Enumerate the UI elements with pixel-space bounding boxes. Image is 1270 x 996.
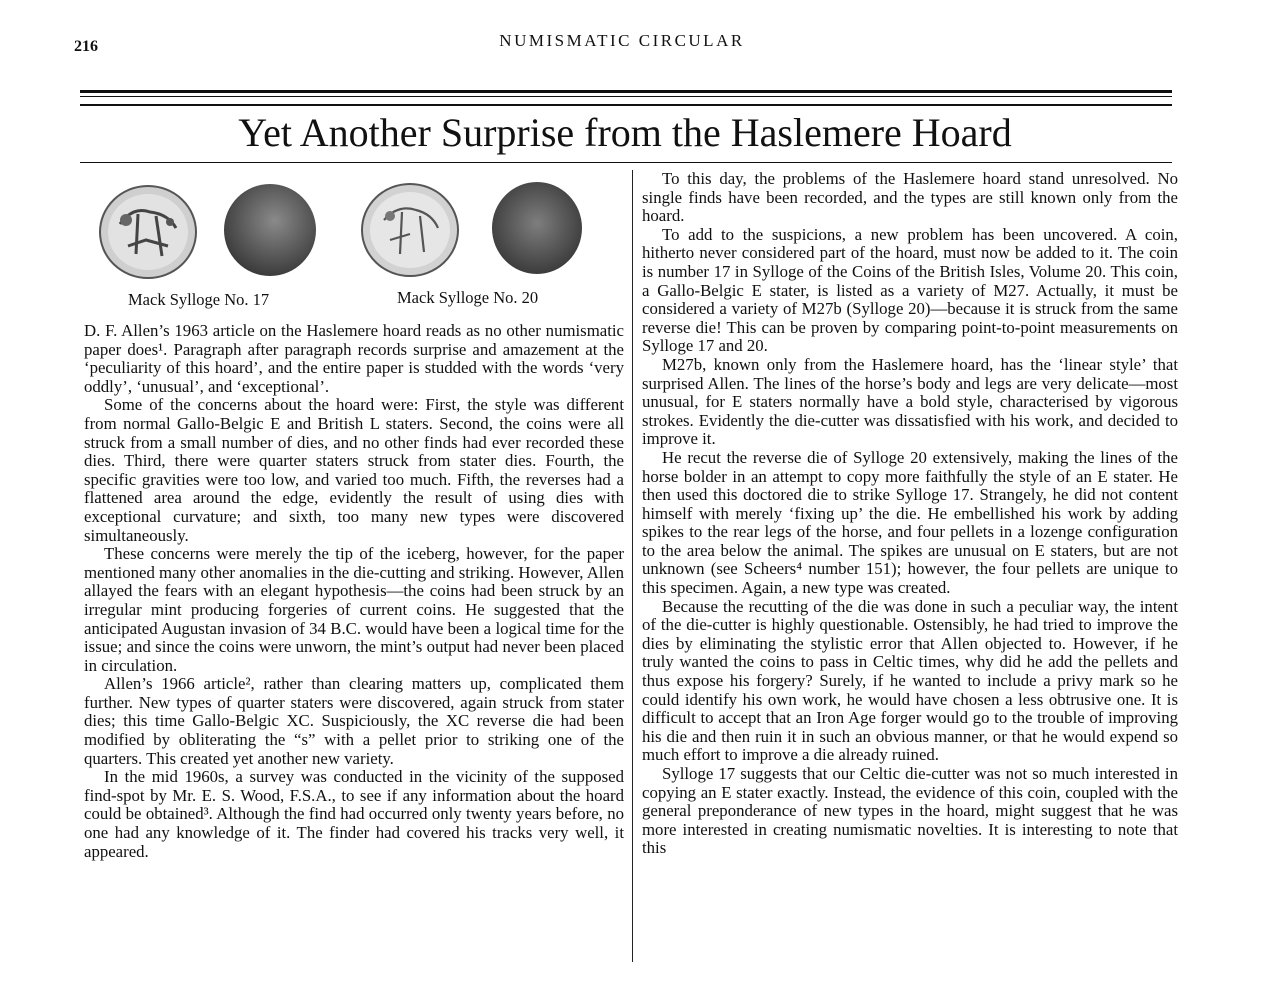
paragraph: Allen’s 1966 article², rather than clearing matters up, complicated them further. New types of quarter staters were discovered, again struck from stater dies; this time Gallo-Belgic XC. Suspiciously, the XC reverse die had been modified by obliterating the “s” with a pellet prior to striking one of the quarters. This created yet another new variety. xyxy=(84,674,624,768)
running-head: NUMISMATIC CIRCULAR xyxy=(499,31,745,50)
paragraph: D. F. Allen’s 1963 article on the Haslemere hoard reads as no other numismatic paper does¹. Paragraph after paragraph records surprise and amazement at the ‘peculiarity of this hoard’, and the entire paper is studded with the words ‘very oddly’, ‘unusual’, and ‘exceptional’. xyxy=(84,321,624,396)
paragraph: Some of the concerns about the hoard were: First, the style was different from normal Gallo-Belgic E and British L staters. Second, the coins were all struck from a small number of dies, and no other finds had ever recorded these dies. Third, there were quarter staters struck from stater dies. Fourth, the specific gravities were too low, and varied too much. Fifth, the reverses had a flattened area around the edge, evidently the result of using dies with exceptional curvature; and sixth, too many new types were discovered simultaneously. xyxy=(84,395,624,545)
left-column-text xyxy=(84,322,624,861)
coin-17-reverse-image xyxy=(98,184,198,280)
header-rule-thick xyxy=(80,90,1172,93)
page-number: 216 xyxy=(74,38,98,55)
coin-17-obverse-image xyxy=(222,182,318,278)
coin-20-obverse-image xyxy=(490,180,584,276)
figure-caption-sylloge-17: Mack Sylloge No. 17 xyxy=(128,290,270,309)
header-rule-thin xyxy=(80,96,1172,97)
paragraph: Sylloge 17 suggests that our Celtic die-cutter was not so much interested in copying an E stater exactly. Instead, the evidence of this coin, coupled with the general preponderance of new types in the hoard, might suggest that he was more interested in creating numismatic novelties. It is interesting to note that this xyxy=(642,764,1178,858)
paragraph: Because the recutting of the die was done in such a peculiar way, the intent of the die-cutter is highly questionable. Ostensibly, he had tried to improve the dies by eliminating the stylistic error that Allen objected to. However, if he truly wanted the coins to pass in Celtic times, why did he add the pellets and thus expose his forgery? Surely, if he wanted to include a privy mark so he could identify his own work, he would have chosen a less obtrusive one. It is difficult to accept that an Iron Age forger would go to the trouble of improving his die and then ruin it in such an obvious manner, or that he would expend so much effort to improve a die already ruined. xyxy=(642,596,1178,765)
paragraph: He recut the reverse die of Sylloge 20 extensively, making the lines of the horse bolder in an attempt to copy more faithfully the style of an E stater. He then used this doctored die to strike Sylloge 17. Strangely, he did not content himself with merely ‘fixing up’ the die. He embellished his work by adding spikes to the rear legs of the horse, and four pellets in a lozenge configuration to the area below the animal. The spikes are unusual on E staters, but are not unknown (see Scheers⁴ number 151); however, the four pellets are unique to this specimen. Again, a new type was created. xyxy=(642,447,1178,598)
title-rule xyxy=(80,162,1172,163)
article-title: Yet Another Surprise from the Haslemere Hoard xyxy=(238,110,1012,155)
coin-20-reverse-image xyxy=(360,182,460,278)
paragraph: In the mid 1960s, a survey was conducted in the vicinity of the supposed find-spot by Mr. E. S. Wood, F.S.A., to see if any information about the hoard could be obtained³. Although the find had occurred only twenty years before, no one had any knowledge of it. The finder had covered his tracks very well, it appeared. xyxy=(84,767,624,861)
paragraph: To this day, the problems of the Haslemere hoard stand unresolved. No single finds have been recorded, and the types are still known only from the hoard. xyxy=(642,169,1178,226)
figure-caption-sylloge-20: Mack Sylloge No. 20 xyxy=(397,288,539,307)
right-column-text xyxy=(642,170,1178,858)
paragraph: These concerns were merely the tip of the iceberg, however, for the paper mentioned many other anomalies in the die-cutting and striking. However, Allen allayed the fears with an elegant hypothesis—the coins had been struck by an irregular mint producing forgeries of current coins. He suggested that the anticipated Augustan invasion of 34 B.C. would have been a logical time for the issue; and since the coins were unworn, the mint’s output had never been placed in circulation. xyxy=(84,544,624,675)
paragraph: To add to the suspicions, a new problem has been uncovered. A coin, hitherto never considered part of the hoard, must now be added to it. The coin is number 17 in Sylloge of the Coins of the British Isles, Volume 20. This coin, a Gallo-Belgic E stater, is listed as a variety of M27. Actually, it must be considered a variety of M27b (Sylloge 20)—because it is struck from the same reverse die! This can be proven by comparing point-to-point measurements on Sylloge 17 and 20. xyxy=(642,224,1178,356)
paragraph: M27b, known only from the Haslemere hoard, has the ‘linear style’ that surprised Allen. The lines of the horse’s body and legs are very delicate—most unusual, for E staters normally have a bold style, characterised by vigorous strokes. Evidently the die-cutter was dissatisfied with his work, and decided to improve it. xyxy=(642,354,1178,449)
column-divider xyxy=(632,170,633,962)
header-rule-lower xyxy=(80,104,1172,106)
